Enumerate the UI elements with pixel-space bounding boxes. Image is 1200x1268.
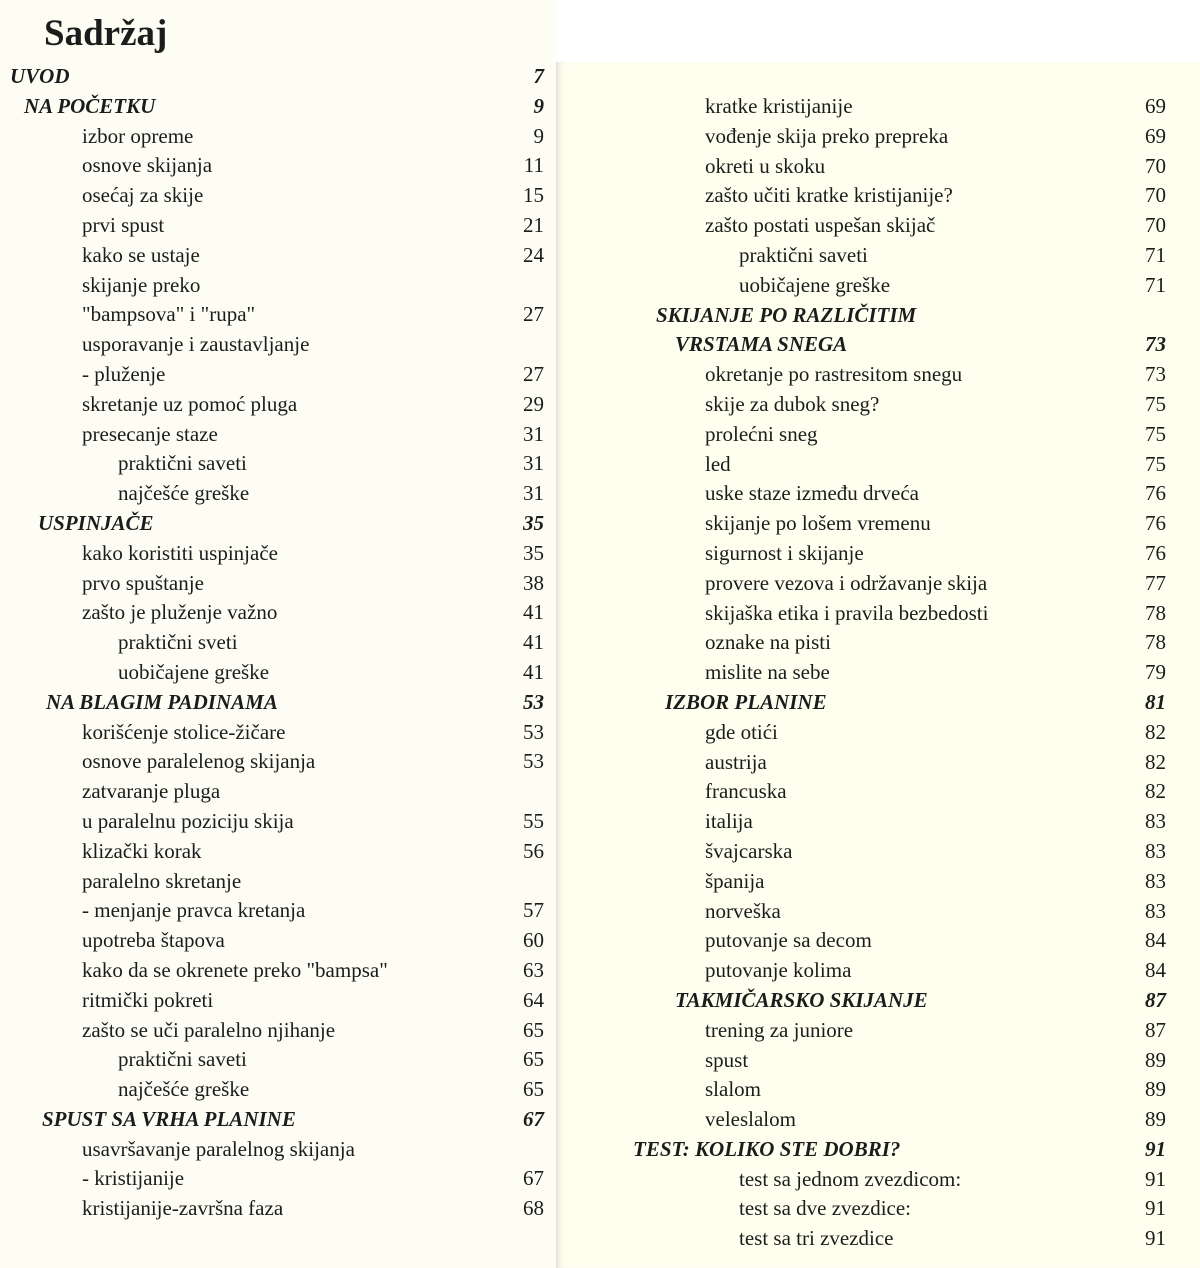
toc-entry — [0, 956, 556, 986]
page-number: 76 — [1145, 511, 1166, 536]
entry-title: italija — [705, 809, 753, 834]
entry-title: gde otići — [705, 719, 778, 744]
section-title: IZBOR PLANINE — [665, 689, 827, 714]
toc-entry — [0, 807, 556, 837]
toc-entry — [557, 122, 1200, 152]
entry-title: zatvaranje pluga — [82, 779, 221, 804]
toc-section — [557, 330, 1200, 360]
page-number: 7 — [533, 64, 544, 88]
entry-title: prvi spust — [82, 212, 165, 237]
toc-entry — [557, 628, 1200, 658]
page-number: 82 — [1145, 749, 1166, 774]
toc-entry — [557, 509, 1200, 539]
toc-entry — [557, 748, 1200, 778]
toc-entry — [557, 867, 1200, 897]
page-number: 70 — [1145, 213, 1166, 238]
entry-title: korišćenje stolice-žičare — [82, 719, 286, 744]
page-number: 64 — [523, 987, 544, 1012]
page-number: 67 — [523, 1166, 544, 1191]
toc-entry — [557, 1194, 1200, 1224]
toc-entry — [557, 1224, 1200, 1254]
entry-title: kako da se okrenete preko "bampsa" — [82, 957, 388, 982]
toc-entry — [0, 1135, 556, 1165]
toc-entry — [0, 867, 556, 897]
entry-title: putovanje sa decom — [705, 928, 872, 953]
toc-entry — [0, 241, 556, 271]
entry-title: okreti u skoku — [705, 153, 826, 178]
page-number: 31 — [523, 451, 544, 476]
page-number: 27 — [523, 302, 544, 327]
page-number: 76 — [1145, 481, 1166, 506]
section-title: NA BLAGIM PADINAMA — [46, 689, 278, 714]
toc-entry — [557, 956, 1200, 986]
toc-entry — [0, 658, 556, 688]
entry-title: najčešće greške — [118, 1077, 250, 1102]
toc-section — [0, 509, 556, 539]
page-title: Sadržaj — [44, 13, 168, 54]
toc-entry — [0, 1075, 556, 1105]
page-number: 91 — [1145, 1166, 1166, 1191]
page-number: 81 — [1145, 689, 1166, 714]
entry-title: provere vezova i održavanje skija — [705, 570, 988, 595]
page-number: 73 — [1145, 362, 1166, 387]
entry-title: usavršavanje paralelnog skijanja — [82, 1136, 355, 1161]
entry-title: uobičajene greške — [118, 659, 270, 684]
entry-title: skije za dubok sneg? — [705, 391, 880, 416]
page-number: 29 — [523, 391, 544, 416]
toc-entry — [0, 330, 556, 360]
page-number: 9 — [533, 123, 544, 148]
entry-title: presecanje staze — [82, 421, 218, 446]
page-number: 57 — [523, 898, 544, 923]
toc-entry — [557, 658, 1200, 688]
page-number: 71 — [1145, 272, 1166, 297]
page-number: 35 — [523, 510, 544, 535]
toc-entry — [0, 181, 556, 211]
toc-section — [0, 62, 556, 92]
toc-entry — [557, 599, 1200, 629]
entry-title: test sa tri zvezdice — [739, 1226, 894, 1251]
entry-title: skijaška etika i pravila bezbedosti — [705, 600, 989, 625]
entry-title: praktični saveti — [118, 1047, 247, 1072]
entry-title: u paralelnu poziciju skija — [82, 808, 294, 833]
page-number: 83 — [1145, 838, 1166, 863]
toc-entry — [557, 450, 1200, 480]
entry-title: "bampsova" i "rupa" — [82, 302, 256, 327]
entry-title: skijanje po lošem vremenu — [705, 511, 931, 536]
toc-entry — [0, 211, 556, 241]
toc-entry — [557, 152, 1200, 182]
section-title: SPUST SA VRHA PLANINE — [42, 1106, 296, 1131]
entry-title: oznake na pisti — [705, 630, 831, 655]
toc-entry — [0, 986, 556, 1016]
page-number: 63 — [523, 957, 544, 982]
entry-title: prolećni sneg — [705, 421, 818, 446]
page-number: 75 — [1145, 421, 1166, 446]
entry-title: slalom — [705, 1077, 761, 1102]
entry-title: skijanje preko — [82, 272, 201, 297]
entry-title: vođenje skija preko prepreka — [705, 123, 949, 148]
toc-entry — [0, 449, 556, 479]
entry-title: usporavanje i zaustavljanje — [82, 332, 310, 357]
toc-entry — [557, 1105, 1200, 1135]
page-number: 75 — [1145, 391, 1166, 416]
page-number: 53 — [523, 689, 544, 714]
toc-entry — [0, 360, 556, 390]
page-number: 65 — [523, 1077, 544, 1102]
entry-title: austrija — [705, 749, 767, 774]
section-title: TEST: KOLIKO STE DOBRI? — [633, 1136, 901, 1161]
page-number: 87 — [1145, 1017, 1166, 1042]
page-number: 27 — [523, 361, 544, 386]
entry-title: praktični sveti — [118, 630, 238, 655]
toc-entry — [0, 1016, 556, 1046]
page-number: 15 — [523, 183, 544, 208]
page-number: 89 — [1145, 1047, 1166, 1072]
page-number: 53 — [523, 719, 544, 744]
entry-title: kako koristiti uspinjače — [82, 540, 278, 565]
entry-title: - pluženje — [82, 361, 166, 386]
toc-entry — [0, 479, 556, 509]
entry-title: zašto učiti kratke kristijanije? — [705, 183, 953, 208]
right-page — [556, 62, 1200, 1268]
page-number: 69 — [1145, 123, 1166, 148]
page-number: 82 — [1145, 779, 1166, 804]
entry-title: kako se ustaje — [82, 242, 200, 267]
entry-title: osećaj za skije — [82, 183, 204, 208]
toc-entry — [557, 1046, 1200, 1076]
entry-title: zašto se uči paralelno njihanje — [82, 1017, 336, 1042]
toc-section — [557, 301, 1200, 331]
entry-title: ritmički pokreti — [82, 987, 214, 1012]
toc-section — [0, 688, 556, 718]
section-title: TAKMIČARSKO SKIJANJE — [675, 987, 928, 1012]
section-title: USPINJAČE — [38, 510, 154, 535]
entry-title: upotreba štapova — [82, 928, 225, 953]
page-number: 65 — [523, 1047, 544, 1072]
page-number: 84 — [1145, 958, 1166, 983]
entry-title: kristijanije-završna faza — [82, 1196, 284, 1221]
entry-title: zašto postati uspešan skijač — [705, 213, 936, 238]
toc-entry — [557, 360, 1200, 390]
page-number: 38 — [523, 570, 544, 595]
toc-entry — [0, 628, 556, 658]
toc-entry — [557, 807, 1200, 837]
entry-title: prvo spuštanje — [82, 570, 204, 595]
section-title: NA POČETKU — [24, 93, 156, 118]
toc-entry — [0, 926, 556, 956]
toc-entry — [0, 151, 556, 181]
toc-entry — [557, 1075, 1200, 1105]
page-number: 9 — [533, 93, 544, 118]
entry-title: klizački korak — [82, 838, 202, 863]
toc-entry — [0, 300, 556, 330]
page-number: 91 — [1145, 1136, 1166, 1161]
page-number: 83 — [1145, 809, 1166, 834]
page-number: 70 — [1145, 153, 1166, 178]
entry-title: izbor opreme — [82, 123, 194, 148]
toc-entry — [0, 598, 556, 628]
toc-entry — [557, 926, 1200, 956]
entry-title: veleslalom — [705, 1107, 796, 1132]
toc-section — [0, 1105, 556, 1135]
entry-title: sigurnost i skijanje — [705, 540, 864, 565]
entry-title: norveška — [705, 898, 781, 923]
page-number: 82 — [1145, 719, 1166, 744]
page-number: 78 — [1145, 600, 1166, 625]
entry-title: paralelno skretanje — [82, 868, 242, 893]
left-page — [0, 0, 556, 1268]
toc-entry — [0, 718, 556, 748]
toc-entry — [557, 1165, 1200, 1195]
toc-list-left — [0, 62, 556, 1224]
page-number: 69 — [1145, 94, 1166, 118]
page-number: 31 — [523, 421, 544, 446]
page-number: 79 — [1145, 660, 1166, 685]
toc-list-right — [557, 92, 1200, 1254]
toc-section — [557, 1135, 1200, 1165]
entry-title: najčešće greške — [118, 481, 250, 506]
toc-entry — [557, 718, 1200, 748]
toc-entry — [557, 92, 1200, 122]
page-number: 56 — [523, 838, 544, 863]
entry-title: švajcarska — [705, 838, 793, 863]
entry-title: francuska — [705, 779, 787, 804]
entry-title: trening za juniore — [705, 1017, 854, 1042]
page-number: 41 — [523, 659, 544, 684]
page-number: 35 — [523, 540, 544, 565]
page-number: 41 — [523, 630, 544, 655]
entry-title: test sa jednom zvezdicom: — [739, 1166, 962, 1191]
toc-entry — [0, 539, 556, 569]
toc-entry — [0, 747, 556, 777]
toc-section — [0, 92, 556, 122]
page-number: 11 — [523, 153, 544, 178]
page-number: 78 — [1145, 630, 1166, 655]
toc-entry — [557, 569, 1200, 599]
entry-title: led — [705, 451, 731, 476]
entry-title: osnove paralelenog skijanja — [82, 749, 316, 774]
toc-entry — [0, 271, 556, 301]
page-number: 31 — [523, 481, 544, 506]
toc-entry — [557, 420, 1200, 450]
page-number: 21 — [523, 212, 544, 237]
page-number: 53 — [523, 749, 544, 774]
entry-title: - kristijanije — [82, 1166, 185, 1191]
entry-title: - menjanje pravca kretanja — [82, 898, 306, 923]
toc-section — [557, 688, 1200, 718]
toc-entry — [557, 211, 1200, 241]
toc-entry — [557, 181, 1200, 211]
toc-entry — [0, 1164, 556, 1194]
page-number: 83 — [1145, 898, 1166, 923]
entry-title: zašto je pluženje važno — [82, 600, 278, 625]
entry-title: španija — [705, 868, 765, 893]
section-title: SKIJANJE PO RAZLIČITIM — [656, 302, 917, 327]
page-number: 68 — [523, 1196, 544, 1221]
entry-title: uske staze između drveća — [705, 481, 919, 506]
page-number: 71 — [1145, 242, 1166, 267]
entry-title: okretanje po rastresitom snegu — [705, 362, 963, 387]
entry-title: praktični saveti — [739, 242, 868, 267]
entry-title: test sa dve zvezdice: — [739, 1196, 911, 1221]
page-number: 83 — [1145, 868, 1166, 893]
toc-entry — [557, 539, 1200, 569]
toc-entry — [0, 777, 556, 807]
toc-entry — [0, 420, 556, 450]
page-number: 89 — [1145, 1077, 1166, 1102]
entry-title: uobičajene greške — [739, 272, 891, 297]
page-number: 89 — [1145, 1107, 1166, 1132]
toc-entry — [0, 1045, 556, 1075]
toc-entry — [557, 777, 1200, 807]
page-number: 70 — [1145, 183, 1166, 208]
page-number: 41 — [523, 600, 544, 625]
entry-title: kratke kristijanije — [705, 94, 853, 118]
entry-title: praktični saveti — [118, 451, 247, 476]
toc-entry — [557, 897, 1200, 927]
page-number: 84 — [1145, 928, 1166, 953]
toc-entry — [0, 569, 556, 599]
page-number: 60 — [523, 928, 544, 953]
entry-title: skretanje uz pomoć pluga — [82, 391, 298, 416]
toc-section — [557, 986, 1200, 1016]
toc-entry — [557, 479, 1200, 509]
entry-title: osnove skijanja — [82, 153, 213, 178]
page-number: 77 — [1145, 570, 1166, 595]
toc-entry — [557, 837, 1200, 867]
entry-title: spust — [705, 1047, 749, 1072]
page-number: 87 — [1145, 987, 1166, 1012]
section-title: UVOD — [10, 64, 70, 88]
entry-title: mislite na sebe — [705, 660, 830, 685]
page-number: 24 — [523, 242, 544, 267]
toc-entry — [557, 241, 1200, 271]
toc-entry — [0, 837, 556, 867]
page-number: 65 — [523, 1017, 544, 1042]
section-title: VRSTAMA SNEGA — [675, 332, 848, 357]
entry-title: putovanje kolima — [705, 958, 852, 983]
toc-entry — [0, 122, 556, 152]
page-number: 67 — [523, 1106, 544, 1131]
toc-entry — [557, 1016, 1200, 1046]
page-number: 75 — [1145, 451, 1166, 476]
page-number: 73 — [1145, 332, 1166, 357]
toc-entry — [0, 390, 556, 420]
toc-entry — [0, 896, 556, 926]
page-number: 76 — [1145, 540, 1166, 565]
toc-entry — [557, 271, 1200, 301]
toc-entry — [0, 1194, 556, 1224]
page-number: 91 — [1145, 1226, 1166, 1251]
page-number: 55 — [523, 808, 544, 833]
page-number: 91 — [1145, 1196, 1166, 1221]
toc-entry — [557, 390, 1200, 420]
